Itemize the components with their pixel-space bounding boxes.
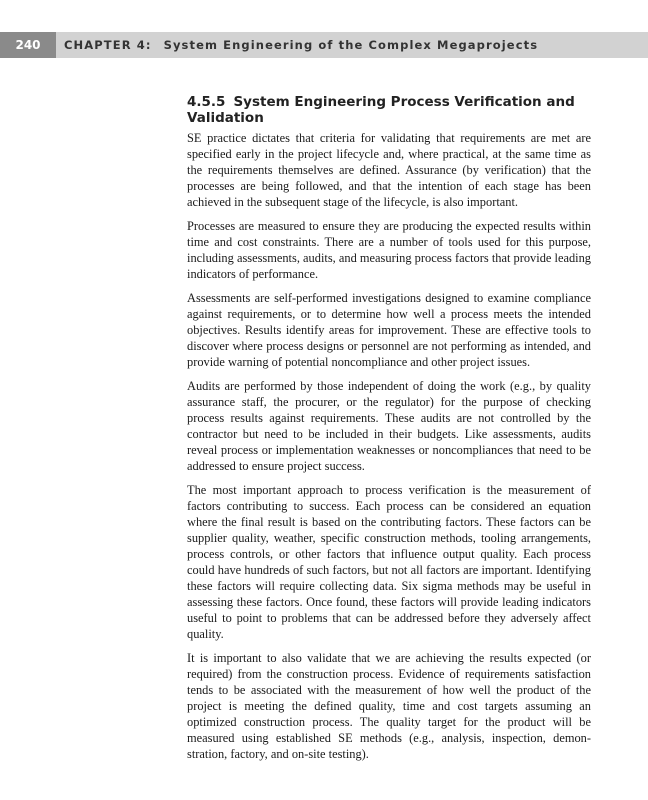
chapter-label: CHAPTER 4: [64, 38, 152, 52]
running-header [0, 32, 648, 58]
chapter-title: System Engineering of the Complex Megaprojects [163, 38, 539, 52]
section-title: System Engineering Process Verification and Validation [187, 94, 575, 126]
section-number: 4.5.5 [187, 94, 226, 110]
page-number: 240 [0, 32, 56, 58]
paragraph-2: Processes are measured to ensure they are producing the expected results within time and cost constraints. There are a number of tools used for this purpose, including assessments, audits, and measuring process factors that provide leading indicators of performance. [187, 219, 591, 281]
body-content [187, 94, 591, 770]
paragraph-4: Audits are performed by those independent of doing the work (e.g., by quality assurance staff, the procurer, or the regulator) for the purpose of checking process results against requirements. These audits are not controlled by the contractor but need to be included in their budgets. Like assessments, audits reveal process or implementation weaknesses or noncompliances that need to be addressed to ensure project success. [187, 379, 591, 473]
paragraph-6: It is important to also validate that we are achieving the results expected (or required) from the construction process. Evidence of requirements satisfaction tends to be associated with the measurement of how well the product of the project is meeting the defined quality, time and cost targets assuming an optimized construction process. The quality target for the product will be measured using established SE methods (e.g., analysis, inspection, demonstration, factory, and on-site testing). [187, 651, 591, 761]
paragraph-3: Assessments are self-performed investigations designed to examine compliance against requirements, or to determine how well a process meets the intended objectives. Results identify areas for improvement. These are effective tools to discover where process designs or personnel are not performing as intended, and provide warning of potential noncompliance and other project issues. [187, 291, 591, 369]
paragraph-1: SE practice dictates that criteria for validating that requirements are met are specified early in the project lifecycle and, where practical, at the same time as the requirements themselves are defined. Assurance (by verification) that the processes are being followed, and that the intention of each stage has been achieved in the subsequent stage of the lifecycle, is also important. [187, 131, 591, 209]
section-heading [187, 94, 591, 126]
chapter-heading [64, 32, 538, 58]
paragraph-5: The most important approach to process verification is the measurement of factors contributing to success. Each process can be considered an equation where the final result is based on the contributing factors. These factors can be supplier quality, weather, specific construction methods, tooling arrangements, process controls, or other factors that influence output quality. Each process could have hundreds of such factors, but not all factors are important. Identifying these factors will require collecting data. Six sigma methods may be useful in assessing these factors. Once found, these factors will provide leading indicators useful to point to problems that can be addressed before they adversely affect quality. [187, 483, 591, 641]
